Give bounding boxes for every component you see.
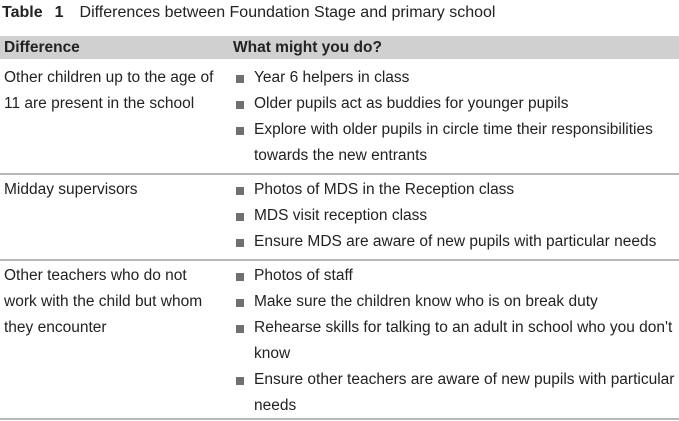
table-row (0, 177, 679, 255)
table-header (0, 36, 679, 59)
bullet-square-icon (236, 75, 244, 83)
bullet-square-icon (236, 377, 244, 385)
bullet-square-icon (236, 127, 244, 135)
bullet-square-icon (236, 101, 244, 109)
table-row (0, 65, 679, 169)
bullet-square-icon (236, 187, 244, 195)
table-caption (2, 3, 495, 23)
actions-list (236, 263, 679, 419)
difference-cell: Midday supervisors (4, 181, 138, 198)
bullet-square-icon (236, 299, 244, 307)
row-divider (0, 418, 679, 420)
bullet-square-icon (236, 273, 244, 281)
list-item: Older pupils act as buddies for younger pupils (236, 91, 679, 117)
bullet-square-icon (236, 325, 244, 333)
actions-list (236, 177, 679, 255)
list-item: Make sure the children know who is on break duty (236, 289, 679, 315)
list-item: Rehearse skills for talking to an adult in school who you don't know (236, 315, 679, 367)
list-item: Ensure MDS are aware of new pupils with particular needs (236, 229, 679, 255)
list-item: Explore with older pupils in circle time their responsibilities towards the new entrants (236, 117, 679, 169)
difference-cell: Other teachers who do not work with the child but whom they encounter (4, 267, 203, 336)
list-item: Ensure other teachers are aware of new pupils with particular needs (236, 367, 679, 419)
actions-list (236, 65, 679, 169)
table-row (0, 263, 679, 419)
row-divider (0, 173, 679, 175)
table-label: Table (2, 4, 43, 21)
table-title: Differences between Foundation Stage and primary school (79, 4, 496, 21)
row-divider (0, 259, 679, 261)
list-item: Photos of staff (236, 263, 679, 289)
header-difference: Difference (4, 39, 80, 56)
bullet-square-icon (236, 213, 244, 221)
list-item: MDS visit reception class (236, 203, 679, 229)
table-number: 1 (54, 4, 64, 21)
header-what-might-you-do: What might you do? (233, 39, 382, 56)
bullet-square-icon (236, 239, 244, 247)
difference-cell: Other children up to the age of 11 are present in the school (4, 69, 214, 112)
list-item: Photos of MDS in the Reception class (236, 177, 679, 203)
list-item: Year 6 helpers in class (236, 65, 679, 91)
